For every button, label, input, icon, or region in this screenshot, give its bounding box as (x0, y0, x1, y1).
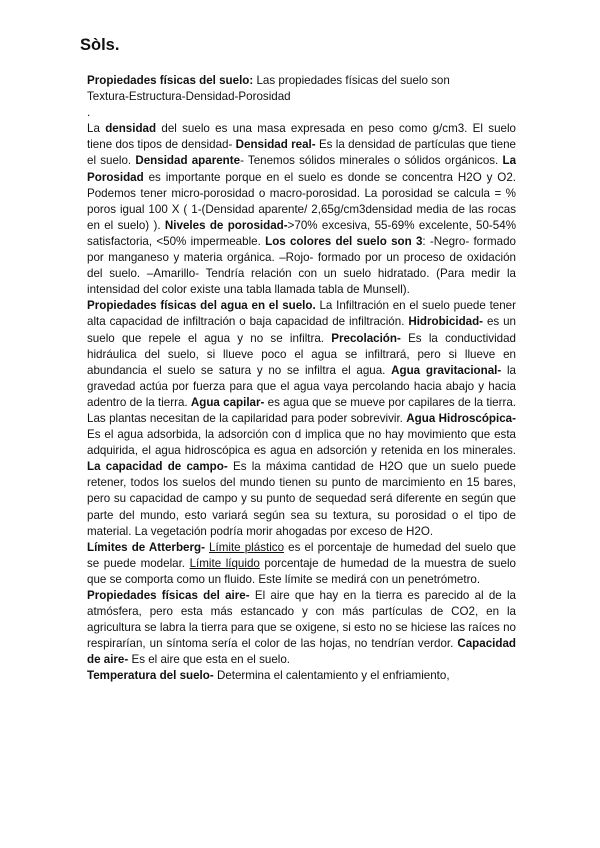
text-span: El aire que hay en la tierra es parecido al de la atmósfera, pero esta más estancado y con más partículas de CO2, en la agricultura se labra la tierra para que se oxigene, si esto no se hiciese las raíces no respirarían, un síntoma sería el color de las hojas, no tendrían verdor. (87, 589, 516, 651)
heading-agua: Propiedades físicas del agua en el suelo. (87, 299, 316, 313)
text-span: Es la densidad de partículas que tiene el suelo. (87, 138, 517, 168)
heading-temperatura: Temperatura del suelo- (87, 669, 214, 683)
term-densidad-aparente: Densidad aparente (135, 154, 241, 168)
term-agua-hidroscopica: Agua Hidroscópica- (406, 411, 516, 425)
text-span: es un suelo que repele el agua y no se infiltra. (87, 315, 516, 345)
text-span: Es la máxima cantidad de H2O que un suelo puede retener, todos los suelos del mundo tienen su punto de marcimiento en 15 bares, pero su capacidad de campo y su punto de sequedad será diferente en según que parte del mundo, esto variará según sea su textura, su porosidad o el tipo de material. La vegetación podría morir ahogadas por exceso de H2O. (87, 460, 516, 538)
term-niveles-porosidad: Niveles de porosidad- (164, 218, 288, 232)
water-paragraph (87, 298, 516, 539)
term-porosidad: La Porosidad (87, 154, 517, 184)
density-paragraph (87, 121, 516, 298)
text-span: : -Negro- formado por manganeso y materia orgánica. –Rojo- formado por un proceso de oxidación del suelo. –Amarillo- Tendría relación con un suelo hidratado. (Para medir la intensidad del color existe una tabla llamada tabla de Munsell). (87, 234, 516, 297)
text-span: Es el aire que esta en el suelo. (128, 653, 291, 667)
term-hidrobicidad: Hidrobicidad- (408, 315, 484, 329)
text-span: >70% excesiva, 55-69% excelente, 50-54% satisfactoria, <50% impermeable. (87, 218, 517, 248)
term-limites-atterberg: Límites de Atterberg- (87, 540, 205, 554)
heading-aire: Propiedades físicas del aire- (87, 589, 250, 602)
text-span: es el porcentaje de humedad del suelo que se puede modelar. (87, 540, 517, 570)
intro-paragraph (87, 73, 516, 105)
term-limite-plastico: Límite plástico (209, 540, 285, 554)
text-span: Determina el calentamiento y el enfriamiento, (213, 669, 450, 683)
document-body (87, 73, 516, 685)
air-paragraph (87, 588, 516, 668)
text-span: es importante porque en el suelo es donde se concentra H2O y O2. Podemos tener micro-porosidad o macro-porosidad. La porosidad se calcula = % poros igual 100 X ( 1-(Densidad aparente/ 2,65g/cm3densidad media de las rocas en el suelo) ). (87, 170, 516, 232)
intro-heading: Propiedades físicas del suelo: (87, 74, 254, 87)
text-span: es agua que se mueve por capilares de la tierra. Las plantas necesitan de la capilaridad para poder sobrevivir. (87, 395, 517, 425)
term-densidad-real: Densidad real- (235, 138, 316, 152)
term-densidad: densidad (105, 122, 157, 136)
text-span: la gravedad actúa por fuerza para que el agua vaya percolando hacia abajo y hacia adentro de la tierra. (87, 363, 517, 409)
text-span: Es el agua adsorbida, la adsorción con d implica que no hay movimiento que esta adquirida, el agua hidroscópica es agua en adsorción y retenida en los minerales. (87, 428, 516, 458)
text-span: porcentaje de humedad de la muestra de suelo que se comporta como un fluido. Este límite se medirá con un penetrómetro. (87, 556, 516, 586)
document-title: Sòls. (80, 36, 120, 54)
text-span: - Tenemos sólidos minerales o sólidos orgánicos. (240, 154, 503, 168)
intro-list: Textura-Estructura-Densidad-Porosidad (87, 90, 291, 104)
term-precolacion: Precolación- (331, 331, 401, 345)
term-colores-suelo: Los colores del suelo son 3 (265, 234, 423, 248)
term-capacidad-campo: La capacidad de campo- (87, 460, 228, 474)
text-span: La Infiltración en el suelo puede tener alta capacidad de infiltración o baja capacidad de infiltración. (87, 299, 516, 329)
term-limite-liquido: Límite líquido (189, 556, 260, 570)
intro-text: Las propiedades físicas del suelo son (253, 74, 450, 87)
temperature-paragraph (87, 668, 516, 684)
separator-dot: . (87, 106, 91, 120)
atterberg-paragraph (87, 540, 516, 588)
text-span: La (87, 122, 106, 136)
term-agua-capilar: Agua capilar- (190, 395, 265, 409)
text-span: del suelo es una masa expresada en peso como g/cm3. El suelo tiene dos tipos de densidad- (87, 122, 516, 152)
term-agua-gravitacional: Agua gravitacional- (391, 363, 502, 377)
term-capacidad-aire: Capacidad de aire- (87, 637, 516, 667)
text-span: Es la conductividad hidráulica del suelo, si llueve poco el agua se infiltrará, pero si llueve en abundancia el suelo se satura y no se infiltra el agua. (87, 331, 516, 377)
